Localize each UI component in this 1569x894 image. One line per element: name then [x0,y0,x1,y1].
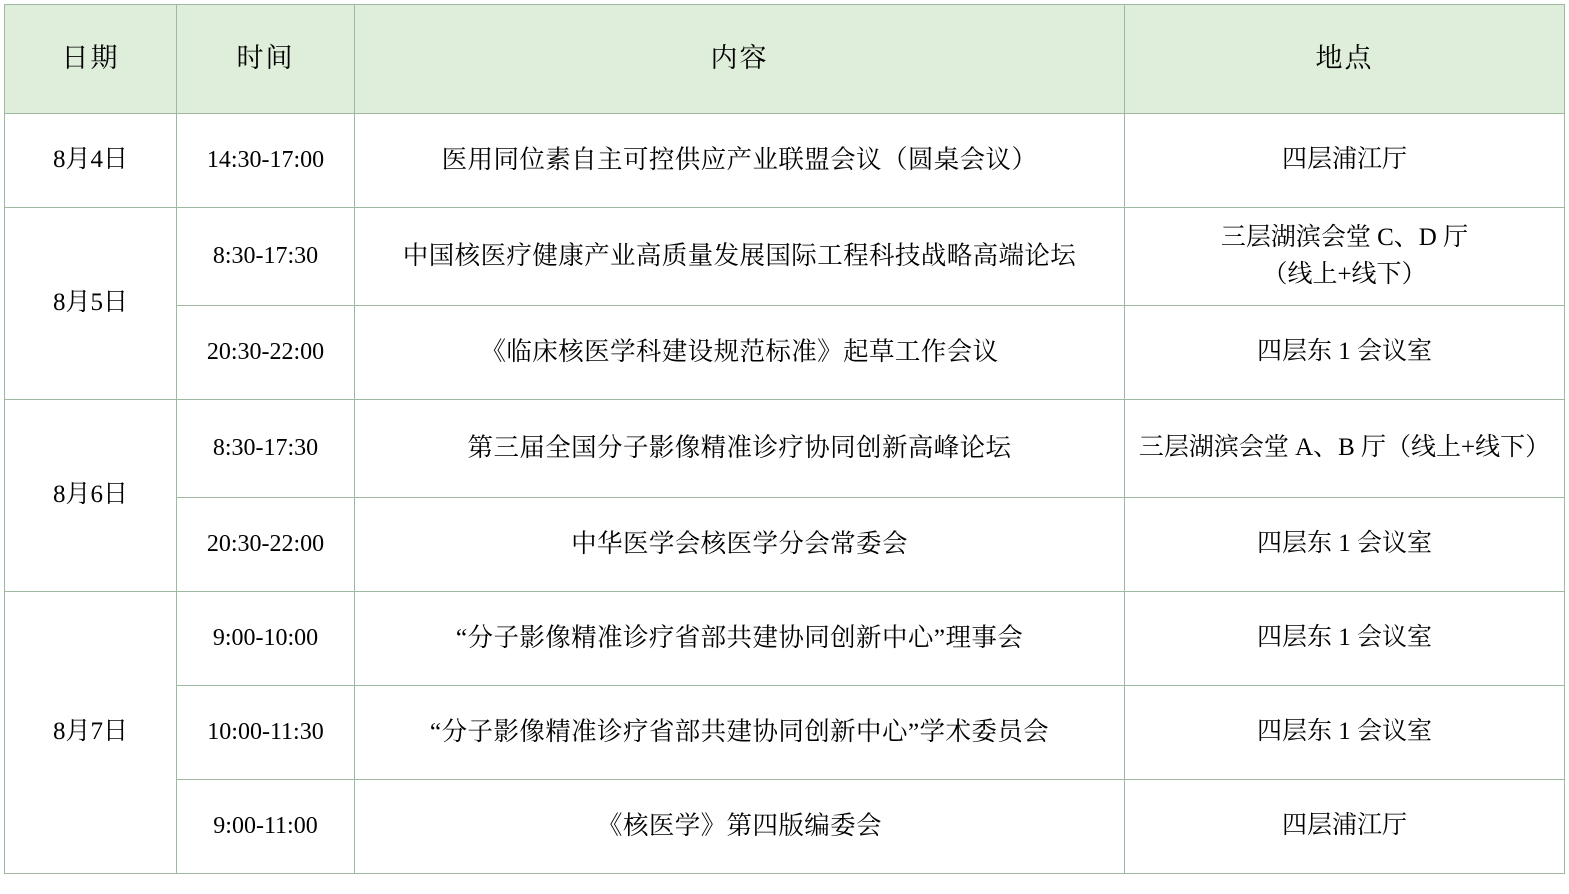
table-row [5,498,1565,592]
cell-place: 四层浦江厅 [1125,780,1565,874]
cell-place-line2: （线上+线下） [1262,260,1427,288]
cell-time: 9:00-10:00 [177,592,355,686]
table-row [5,686,1565,780]
cell-topic: 《临床核医学科建设规范标准》起草工作会议 [355,306,1125,400]
table-row [5,306,1565,400]
table-row [5,114,1565,208]
column-header-date: 日期 [5,5,177,114]
cell-topic: “分子影像精准诊疗省部共建协同创新中心”理事会 [355,592,1125,686]
cell-topic: 中华医学会核医学分会常委会 [355,498,1125,592]
column-header-time: 时间 [177,5,355,114]
cell-place: 四层浦江厅 [1125,114,1565,208]
cell-date: 8月6日 [5,400,177,592]
cell-time: 20:30-22:00 [177,498,355,592]
cell-time: 9:00-11:00 [177,780,355,874]
table-row [5,208,1565,306]
schedule-document [0,4,1569,894]
cell-place: 四层东 1 会议室 [1125,592,1565,686]
column-header-topic: 内容 [355,5,1125,114]
cell-date: 8月7日 [5,592,177,874]
cell-time: 14:30-17:00 [177,114,355,208]
table-row [5,780,1565,874]
cell-time: 8:30-17:30 [177,208,355,306]
cell-time: 20:30-22:00 [177,306,355,400]
table-header [5,5,1565,114]
cell-place: 四层东 1 会议室 [1125,686,1565,780]
cell-topic: 第三届全国分子影像精准诊疗协同创新高峰论坛 [355,400,1125,498]
cell-time: 10:00-11:30 [177,686,355,780]
table-header-row [5,5,1565,114]
table-row [5,400,1565,498]
cell-topic: 医用同位素自主可控供应产业联盟会议（圆桌会议） [355,114,1125,208]
cell-date: 8月5日 [5,208,177,400]
cell-place [1125,208,1565,306]
column-header-place: 地点 [1125,5,1565,114]
table-row [5,592,1565,686]
cell-place-line1: 三层湖滨会堂 C、D 厅 [1220,224,1469,252]
table-body [5,114,1565,874]
cell-topic: “分子影像精准诊疗省部共建协同创新中心”学术委员会 [355,686,1125,780]
cell-place: 三层湖滨会堂 A、B 厅（线上+线下） [1125,400,1565,498]
schedule-table [4,4,1565,874]
cell-date: 8月4日 [5,114,177,208]
cell-topic: 中国核医疗健康产业高质量发展国际工程科技战略高端论坛 [355,208,1125,306]
cell-place: 四层东 1 会议室 [1125,498,1565,592]
cell-topic: 《核医学》第四版编委会 [355,780,1125,874]
cell-place: 四层东 1 会议室 [1125,306,1565,400]
cell-time: 8:30-17:30 [177,400,355,498]
